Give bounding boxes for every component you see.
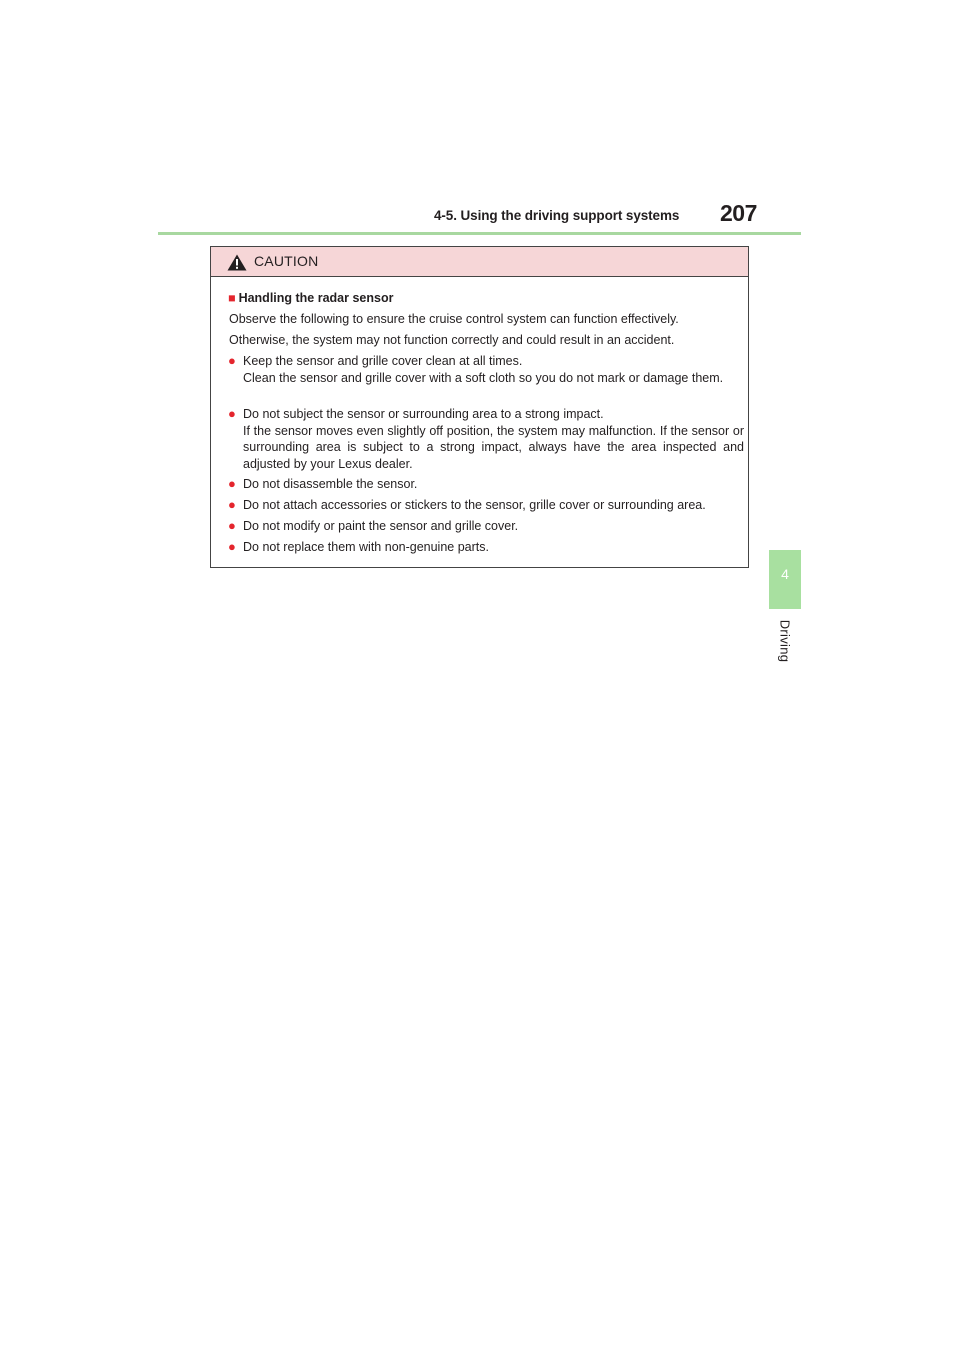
list-item	[228, 539, 744, 556]
list-item	[228, 518, 744, 535]
header-title: 4-5. Using the driving support systems	[434, 208, 680, 223]
list-item-detail: If the sensor moves even slightly off position, the system may malfunction. If the sensor or surrounding area is subject to a strong impact, always have the area inspected and adjusted by your Lexus dealer.	[243, 423, 744, 471]
list-item-title: Do not disassemble the sensor.	[243, 477, 418, 491]
list-item-title: Do not subject the sensor or surrounding area to a strong impact.	[243, 407, 604, 421]
header-rule	[158, 232, 801, 235]
list-item-title: Do not modify or paint the sensor and grille cover.	[243, 519, 519, 533]
square-bullet-icon: ■	[228, 291, 236, 305]
bullet-dot-icon: ●	[228, 406, 236, 421]
section-title-text: Handling the radar sensor	[238, 291, 394, 305]
list-item	[228, 406, 744, 472]
list-item-title: Do not attach accessories or stickers to the sensor, grille cover or surrounding area.	[243, 498, 706, 512]
bullet-dot-icon: ●	[228, 497, 236, 512]
chapter-tab-label: Driving	[777, 619, 793, 663]
list-item-title: Keep the sensor and grille cover clean at all times.	[243, 354, 523, 368]
intro-line-2: Otherwise, the system may not function correctly and could result in an accident.	[229, 333, 675, 347]
caution-box	[210, 246, 749, 568]
list-item	[228, 497, 744, 514]
chapter-tab-number: 4	[781, 566, 789, 582]
bullet-dot-icon: ●	[228, 476, 236, 491]
caution-header	[211, 247, 748, 277]
intro-line-1: Observe the following to ensure the cruise control system can function effectively.	[229, 312, 679, 326]
page-number: 207	[720, 200, 757, 226]
list-item	[228, 353, 744, 386]
warning-triangle-icon	[227, 254, 247, 271]
bullet-dot-icon: ●	[228, 539, 236, 554]
caution-label: CAUTION	[254, 253, 319, 269]
list-item-detail: Clean the sensor and grille cover with a soft cloth so you do not mark or damage them.	[243, 370, 724, 385]
list-item-title: Do not replace them with non-genuine parts.	[243, 540, 489, 554]
bullet-dot-icon: ●	[228, 518, 236, 533]
bullet-dot-icon: ●	[228, 353, 236, 368]
list-item	[228, 476, 744, 493]
section-title	[228, 291, 393, 305]
